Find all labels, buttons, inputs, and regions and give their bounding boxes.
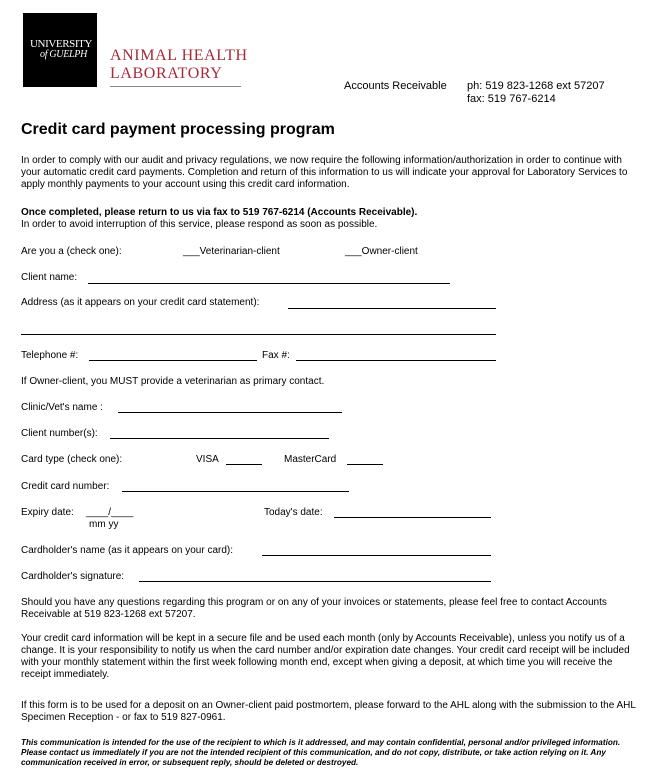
- confidentiality-disclaimer: This communication is intended for the use of the recipient to which is it addressed, and may contain confidential, personal and/or privileged information. Please contact us immediately if you are not the intended recipient of this communication, and do not copy, distribute, or take action relying on it. Any communication received in error, or subsequent reply, should be deleted or destroyed.: [21, 738, 621, 767]
- cardholder-signature-label: Cardholder's signature:: [21, 571, 125, 582]
- cardholder-name-field[interactable]: [262, 555, 491, 556]
- client-numbers-label: Client number(s):: [21, 428, 98, 439]
- return-instruction: Once completed, please return to us via fax to 519 767-6214 (Accounts Receivable).: [21, 207, 418, 218]
- client-name-field[interactable]: [88, 283, 450, 284]
- telephone-field[interactable]: [89, 360, 257, 361]
- lab-name-rule: [110, 86, 241, 87]
- expiry-date-label: Expiry date:: [21, 507, 74, 518]
- address-field-line1[interactable]: [288, 308, 496, 309]
- university-logo: [23, 13, 97, 87]
- card-number-label: Credit card number:: [21, 481, 110, 492]
- clinic-name-label: Clinic/Vet's name :: [21, 402, 103, 413]
- veterinarian-client-checkbox[interactable]: ___Veterinarian-client: [183, 246, 280, 257]
- owner-client-checkbox[interactable]: ___Owner-client: [345, 246, 418, 257]
- lab-name-line1: ANIMAL HEALTH: [110, 47, 248, 64]
- mastercard-label: MasterCard: [284, 454, 337, 465]
- todays-date-label: Today's date:: [264, 507, 323, 518]
- client-numbers-field[interactable]: [110, 438, 329, 439]
- lab-name-line2: LABORATORY: [110, 65, 223, 82]
- contact-department: Accounts Receivable: [344, 80, 447, 92]
- owner-client-note: If Owner-client, you MUST provide a veterinarian as primary contact.: [21, 376, 325, 387]
- fax-field[interactable]: [296, 360, 496, 361]
- clinic-name-field[interactable]: [118, 412, 342, 413]
- visa-label: VISA: [196, 454, 219, 465]
- mastercard-checkbox[interactable]: [347, 464, 383, 465]
- todays-date-field[interactable]: [334, 517, 491, 518]
- expiry-date-field[interactable]: ____/____: [86, 507, 134, 518]
- fax-label: Fax #:: [262, 350, 290, 361]
- secure-info-paragraph: Your credit card information will be kept in a secure file and be used each month (only by Accounts Receivable), unless you notify us of a change. It is your responsibility to notify us when the card number and/or expiration date changes. Your credit card receipt will be included with your monthly statement within the first week following month end, except when giving a deposit, at which time you will receive the receipt immediately.: [21, 633, 630, 680]
- logo-university-text: UNIVERSITY: [30, 38, 92, 50]
- telephone-label: Telephone #:: [21, 350, 79, 361]
- card-number-field[interactable]: [122, 491, 349, 492]
- cardholder-name-label: Cardholder's name (as it appears on your card):: [21, 545, 234, 556]
- contact-phone: ph: 519 823-1268 ext 57207: [467, 80, 605, 92]
- client-type-label: Are you a (check one):: [21, 246, 122, 257]
- cardholder-signature-field[interactable]: [139, 581, 491, 582]
- contact-fax: fax: 519 767-6214: [467, 93, 556, 105]
- card-type-label: Card type (check one):: [21, 454, 123, 465]
- page-title: Credit card payment processing program: [21, 121, 335, 138]
- deposit-paragraph: If this form is to be used for a deposit on an Owner-client paid postmortem, please forward to the AHL along with the submission to the AHL Specimen Reception - or fax to 519 827-0961.: [21, 700, 636, 723]
- logo-guelph-text: of GUELPH: [40, 49, 88, 60]
- address-field-line2[interactable]: [21, 334, 496, 335]
- expiry-date-hint: mm yy: [89, 519, 119, 530]
- visa-checkbox[interactable]: [226, 464, 262, 465]
- questions-paragraph: Should you have any questions regarding this program or on any of your invoices or statements, please feel free to contact Accounts Receivable at 519 823-1268 ext 57207.: [21, 597, 607, 620]
- client-name-label: Client name:: [21, 272, 78, 283]
- intro-paragraph: In order to comply with our audit and privacy regulations, we now require the following information/authorization in order to continue with your automatic credit card payments. Completion and return of this information to us will indicate your approval for Laboratory Services to apply monthly payments to your account using this credit card information.: [21, 155, 628, 190]
- return-note: In order to avoid interruption of this service, please respond as soon as possible.: [21, 219, 378, 230]
- address-label: Address (as it appears on your credit card statement):: [21, 297, 260, 308]
